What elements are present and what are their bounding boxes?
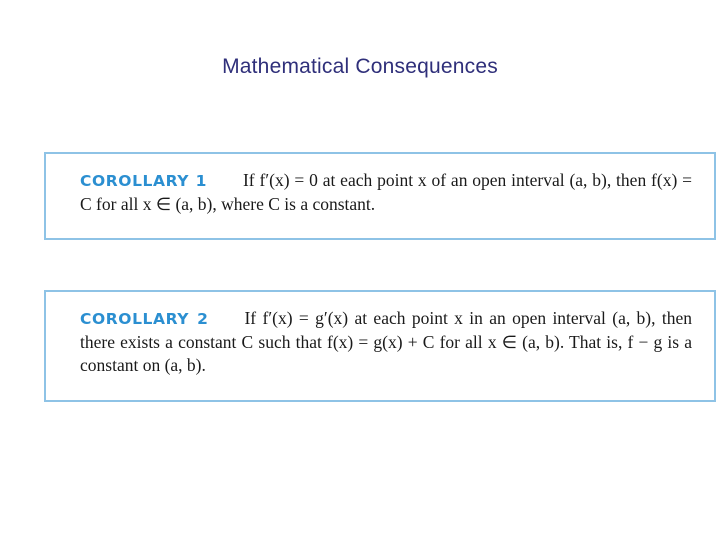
corollary-2-label: COROLLARY 2 [80,310,209,328]
corollary-1-text [80,169,692,216]
corollary-2-statement: If f′(x) = g′(x) at each point x in an open interval (a, b), then there exists a constant C such that f(x) = g(x) + C for all x ∈ (a, b). That is, f − g is a constant on (a, b). [80,308,692,375]
corollary-2-text [80,307,692,377]
corollary-box-1 [44,152,716,240]
corollary-box-2 [44,290,716,402]
page-title: Mathematical Consequences [222,55,498,78]
corollary-1-statement: If f′(x) = 0 at each point x of an open interval (a, b), then f(x) = C for all x ∈ (a, b), where C is a constant. [80,170,692,214]
corollary-1-label: COROLLARY 1 [80,172,207,190]
